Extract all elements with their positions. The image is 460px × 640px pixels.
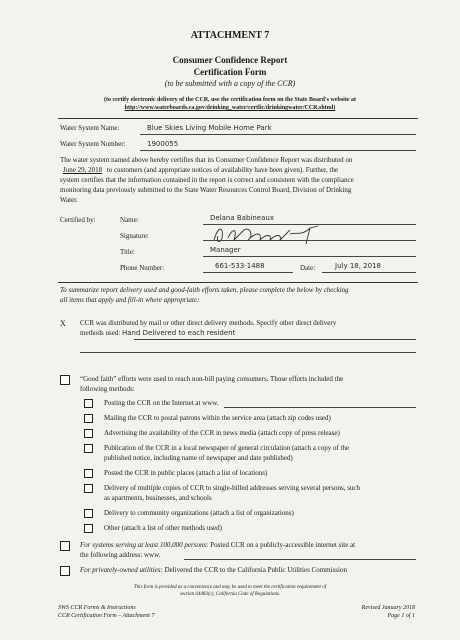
name-label: Name:	[120, 216, 139, 224]
internet-posting-checkbox[interactable]	[84, 399, 93, 408]
phone-line	[203, 272, 293, 273]
signature-line	[203, 240, 416, 241]
good-faith-item: Delivery of multiple copies of CCR to single-billed addresses serving several persons, such	[104, 484, 361, 492]
good-faith-item-cont: published notice, including name of newspaper and date published)	[104, 454, 293, 462]
good-faith-item: Posted the CCR in public places (attach a list of locations)	[104, 469, 268, 477]
other-methods-label: methods used:	[80, 329, 121, 337]
phone-value: 661-533-1488	[215, 262, 265, 270]
good-faith-item: Posting the CCR on the Internet at www.	[104, 399, 219, 407]
direct-delivery-checkmark[interactable]: X	[60, 319, 66, 328]
cert-line-1: The water system named above hereby certifies that its Consumer Confidence Report was distributed on	[60, 156, 353, 164]
private-utility-line	[80, 566, 420, 575]
large-systems-text: Posted CCR on a publicly-accessible internet site at	[210, 541, 356, 549]
system-name-line	[140, 134, 416, 135]
advertising-checkbox[interactable]	[84, 429, 93, 438]
private-utility-checkbox[interactable]	[60, 566, 70, 576]
divider	[58, 118, 418, 119]
footer-left-2: CCR Certification Form – Attachment 7	[58, 613, 155, 619]
newspaper-checkbox[interactable]	[84, 444, 93, 453]
private-utility-text: Delivered the CCR to the California Public Utilities Commission	[164, 566, 347, 574]
system-name-label: Water System Name:	[60, 124, 120, 132]
footer-left-1: SWS CCR Forms & Instructions	[58, 605, 136, 611]
direct-delivery-line-1: CCR was distributed by mail or other direct delivery methods. Specify other direct delivery	[80, 319, 337, 327]
signature-label: Signature:	[120, 232, 149, 240]
cert-line-3: system certifies that the information contained in the report is correct and consistent with the compliance	[60, 176, 354, 184]
other-methods-value: Hand Delivered to each resident	[122, 329, 236, 337]
title-line	[203, 256, 416, 257]
system-number-line	[140, 150, 416, 151]
form-subtitle: Certification Form	[193, 67, 267, 77]
good-faith-item: Publication of the CCR in a local newspaper of general circulation (attach a copy of the	[104, 444, 350, 452]
system-number-label: Water System Number:	[60, 140, 126, 148]
large-systems-line-2: the following address: www.	[80, 551, 161, 559]
title-value: Manager	[210, 246, 241, 254]
electronic-url	[0, 104, 460, 112]
attachment-label: ATTACHMENT 7	[190, 30, 270, 41]
system-number-value: 1900055	[147, 140, 179, 148]
date-value: July 18, 2018	[335, 262, 381, 270]
footnote-line-2: section 64483(c), California Code of Regulations.	[179, 592, 281, 597]
footer-right-1: Revised January 2018	[361, 605, 415, 611]
system-name-value: Blue Skies Living Mobile Home Park	[147, 124, 272, 132]
title-label: Title:	[120, 248, 135, 256]
large-systems-line-1	[80, 541, 420, 550]
community-orgs-checkbox[interactable]	[84, 509, 93, 518]
other-methods-line-2	[80, 352, 416, 353]
cert-line-5: Water.	[60, 196, 78, 204]
other-checkbox[interactable]	[84, 524, 93, 533]
phone-label: Phone Number:	[120, 264, 165, 272]
good-faith-item-cont: as apartments, businesses, and schools	[104, 494, 212, 502]
cert-line-2	[60, 166, 420, 175]
good-faith-item: Mailing the CCR to postal patrons within the service area (attach zip codes used)	[104, 414, 331, 422]
good-faith-item: Advertising the availability of the CCR in news media (attach copy of press release)	[104, 429, 340, 437]
multiple-copies-checkbox[interactable]	[84, 484, 93, 493]
private-utility-label: For privately-owned utilities:	[80, 566, 163, 574]
good-faith-checkbox[interactable]	[60, 375, 70, 385]
other-methods-line	[134, 339, 416, 340]
electronic-note: (to certify electronic delivery of the CCR, use the certification form on the State Board's website at	[104, 97, 356, 103]
date-line	[322, 272, 416, 273]
instructions-line-2: all items that apply and fill-in where appropriate:	[60, 296, 200, 304]
instructions-line-1: To summarize report delivery used and good-faith efforts taken, please complete the below by checking	[60, 286, 349, 294]
large-systems-label: For systems serving at least 100,000 persons:	[80, 541, 209, 549]
mailing-checkbox[interactable]	[84, 414, 93, 423]
cert-line-2-rest: to customers (and appropriate notices of availability have been given). Further, the	[106, 166, 339, 174]
state-board-link[interactable]: http://www.waterboards.ca.gov/drinking_water/certlic/drinkingwater/CCR.shtml)	[124, 105, 336, 111]
certified-by-label: Certified by:	[60, 216, 96, 224]
name-value: Delana Babineaux	[210, 214, 274, 222]
good-faith-item: Other (attach a list of other methods used)	[104, 524, 222, 532]
good-faith-line-1: “Good faith” efforts were used to reach non-bill paying consumers. Those efforts included the	[80, 375, 344, 383]
large-systems-url-line	[184, 559, 416, 560]
public-places-checkbox[interactable]	[84, 469, 93, 478]
distribution-date: June 29, 2018	[63, 166, 103, 174]
form-title: Consumer Confidence Report	[172, 55, 288, 65]
large-systems-checkbox[interactable]	[60, 541, 70, 551]
internet-url-line	[224, 407, 416, 408]
divider	[58, 282, 418, 283]
footnote-line-1: This form is provided as a convenience and may be used to meet the certification requirement of	[133, 585, 327, 590]
direct-delivery-line-2	[80, 329, 235, 338]
form-note: (to be submitted with a copy of the CCR)	[164, 79, 296, 88]
footer-right-2: Page 1 of 1	[387, 613, 415, 619]
good-faith-line-2: following methods:	[80, 385, 135, 393]
cert-line-4: monitoring data previously submitted to the State Water Resources Control Board, Division of Drinking	[60, 186, 352, 194]
signature-scribble	[210, 222, 330, 246]
date-label: Date:	[300, 264, 316, 272]
good-faith-item: Delivery to community organizations (attach a list of organizations)	[104, 509, 294, 517]
